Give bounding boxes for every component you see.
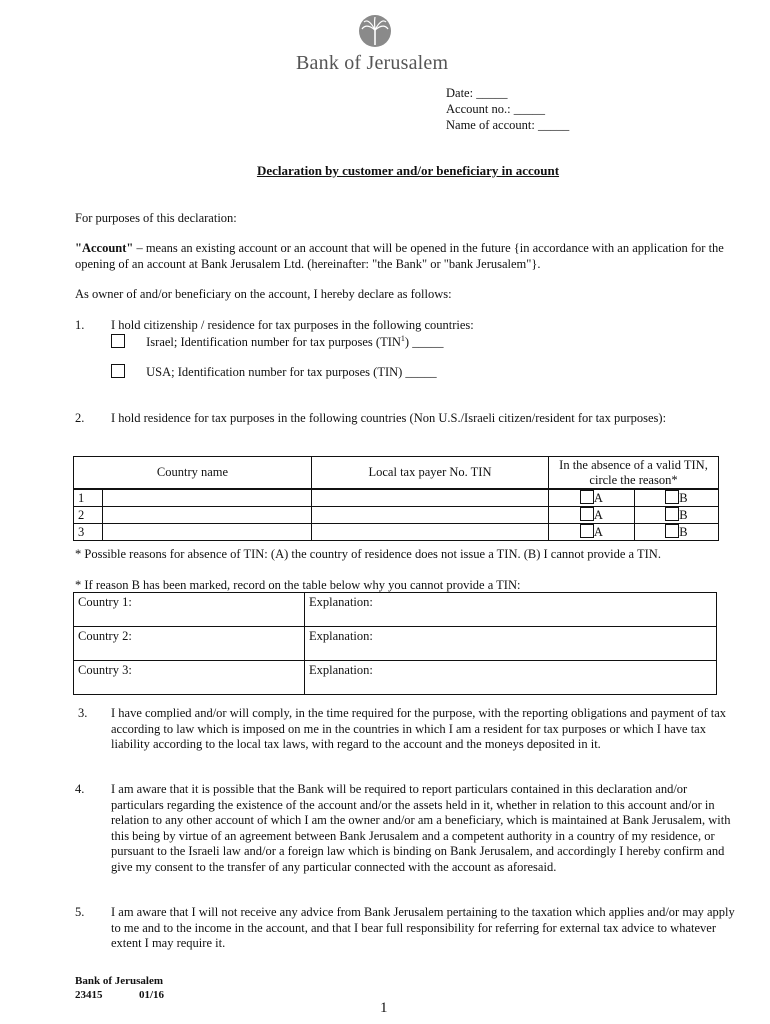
table-row [74, 661, 717, 695]
section2-text: I hold residence for tax purposes in the following countries (Non U.S./Israeli citizen/resident for tax purposes): [111, 411, 667, 425]
option-b-cell [634, 507, 718, 524]
intro-text: For purposes of this declaration: [75, 211, 237, 225]
section1-number: 1. [75, 318, 85, 332]
israel-option-label: Israel; Identification number for tax purposes (TIN [146, 335, 401, 350]
owner-statement: As owner of and/or beneficiary on the account, I hereby declare as follows: [75, 287, 452, 301]
section5-text: I am aware that I will not receive any advice from Bank Jerusalem pertaining to the taxation which applies and/or may apply to me and to the income in the account, and that I bear full responsibility for referring for external tax advice to whatever extent I may require it. [111, 905, 735, 950]
option-a-cell [549, 489, 635, 507]
table-row [74, 627, 717, 661]
table-row [74, 593, 717, 627]
account-definition-text: – means an existing account or an account that will be opened in the future {in accordance with an application for the opening of an account at Bank Jerusalem Ltd. (hereinafter: "the Bank" or "bank Jerusalem"}. [75, 241, 724, 271]
option-b-cell [634, 524, 718, 541]
explanation-label[interactable]: Explanation: [305, 627, 717, 661]
table-row [74, 489, 719, 507]
option-a-checkbox[interactable] [580, 524, 594, 538]
tin-cell[interactable] [312, 524, 549, 541]
option-b-checkbox[interactable] [665, 490, 679, 504]
footnote-ref: 1 [400, 334, 405, 343]
usa-option-label: USA; Identification number for tax purposes (TIN) _____ [146, 365, 437, 379]
explanation-label[interactable]: Explanation: [305, 661, 717, 695]
country-cell[interactable] [103, 489, 312, 507]
note-reasons-text: * Possible reasons for absence of TIN: (A) the country of residence does not issue a TIN. (B) I cannot provide a TIN. [75, 547, 661, 561]
header-country: Country name [74, 457, 312, 490]
footer-bank: Bank of Jerusalem [75, 975, 163, 987]
section4-text: I am aware that it is possible that the Bank will be required to report particulars contained in this declaration and/or particulars regarding the existence of the account and/or the assets held in it, whether in relation to this account and/or in relation to any other account of which I am the owner and/or am a beneficiary, which is maintained at Bank Jerusalem, with this being by virtue of an agreement between Bank Jerusalem and a competent authority in a country of my residence, or pursuant to the Israeli law and/or a foreign law which is binding on Bank Jerusalem, and accordingly I hereby confirm and give my consent to the transfer of any particular connected with the account as aforesaid. [111, 782, 731, 874]
header-tin: Local tax payer No. TIN [312, 457, 549, 490]
tin-table [73, 456, 719, 541]
account-term: "Account" [75, 241, 134, 255]
option-b-label: B [679, 525, 688, 539]
usa-checkbox[interactable] [111, 364, 125, 378]
option-a-label: A [593, 525, 603, 539]
option-b-label: B [679, 508, 688, 522]
date-field: Date: _____ [446, 86, 508, 100]
footer-form-no: 23415 [75, 989, 103, 1001]
option-a-label: A [593, 491, 603, 505]
table-row [74, 507, 719, 524]
section4-number: 4. [75, 782, 85, 796]
row-number: 2 [74, 507, 103, 524]
section3-number: 3. [78, 706, 88, 720]
document-title: Declaration by customer and/or beneficiary in account [256, 163, 560, 178]
tin-cell[interactable] [312, 489, 549, 507]
account-no-field: Account no.: _____ [446, 102, 545, 116]
option-a-cell [549, 524, 635, 541]
israel-option-suffix: ) _____ [404, 335, 444, 350]
israel-option [111, 334, 443, 350]
option-a-cell [549, 507, 635, 524]
option-a-checkbox[interactable] [580, 490, 594, 504]
option-a-checkbox[interactable] [580, 507, 594, 521]
row-number: 1 [74, 489, 103, 507]
option-b-checkbox[interactable] [665, 524, 679, 538]
option-b-cell [634, 489, 718, 507]
page-number: 1 [380, 1000, 388, 1016]
israel-checkbox[interactable] [111, 334, 125, 348]
usa-option [111, 364, 437, 380]
account-definition [75, 241, 745, 272]
tin-cell[interactable] [312, 507, 549, 524]
option-b-label: B [679, 491, 688, 505]
bank-logo-icon [358, 14, 392, 48]
section3-text: I have complied and/or will comply, in the time required for the purpose, with the reporting obligations and payment of tax according to law which is imposed on me in the countries in which I am a resident for tax purposes or which I have tax liability according to the local tax laws, with regard to the account and the moneys deposited in it. [111, 706, 727, 751]
explanation-table [73, 592, 717, 695]
country-cell[interactable] [103, 524, 312, 541]
section1-text: I hold citizenship / residence for tax purposes in the following countries: [111, 318, 474, 332]
footer-version: 01/16 [139, 989, 165, 1001]
option-b-checkbox[interactable] [665, 507, 679, 521]
country-cell[interactable] [103, 507, 312, 524]
row-number: 3 [74, 524, 103, 541]
tin-table-header [74, 457, 719, 490]
country-label[interactable]: Country 3: [74, 661, 305, 695]
section2-number: 2. [75, 411, 85, 425]
account-name-field: Name of account: _____ [446, 118, 570, 132]
option-a-label: A [593, 508, 603, 522]
note-reason-b: * If reason B has been marked, record on the table below why you cannot provide a TIN: [75, 578, 521, 592]
note-reasons [75, 547, 745, 562]
country-label[interactable]: Country 1: [74, 593, 305, 627]
bank-logo-text: Bank of Jerusalem [296, 52, 449, 74]
section5-number: 5. [75, 905, 85, 919]
header-reason: In the absence of a valid TIN, circle the reason* [549, 457, 719, 490]
explanation-label[interactable]: Explanation: [305, 593, 717, 627]
country-label[interactable]: Country 2: [74, 627, 305, 661]
table-row [74, 524, 719, 541]
